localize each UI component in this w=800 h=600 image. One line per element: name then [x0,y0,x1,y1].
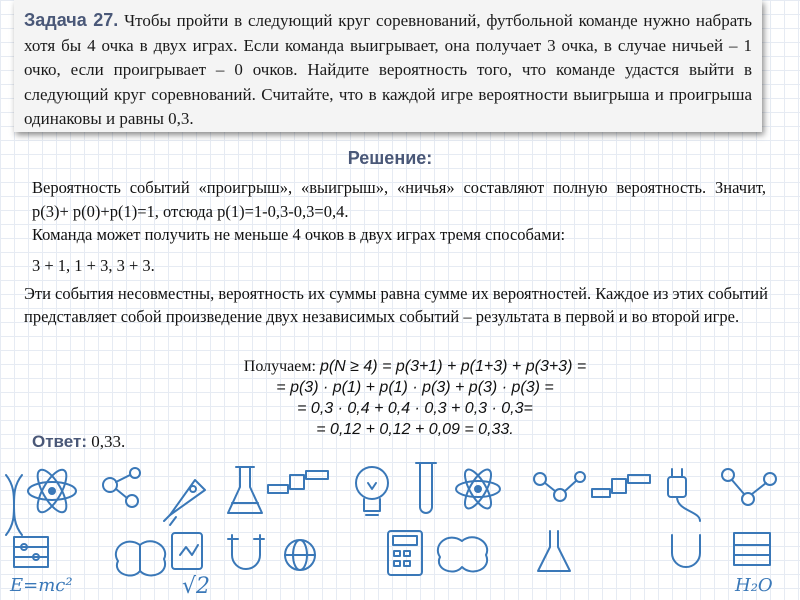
formula-line-1-math: p(N ≥ 4) = p(3+1) + p(1+3) + p(3+3) = [319,358,587,375]
emc2-formula: E=mc² [10,575,73,596]
h2o-formula: H₂O [735,575,773,596]
molecule-icon [103,468,140,507]
solution-paragraph-1: Вероятность событий «проигрыш», «выигрыш», «ничья» составляют полную вероятность. Значит, р(3)+ р(0)+р(1)=1, отсюда р(1)=1-0,3-0,3=0,4. [32,178,766,221]
task-text: Чтобы пройти в следующий круг соревнований, футбольной команде нужно набрать хотя бы 4 очка в двух играх. Если команда выигрывает, она получает 3 очка, в случае ничьей – 1 очко, если проигрывает – 0 очков. Найдите вероятность того, что команде удастся выйти в следующий круг соревнований. Считайте, что в каждой игре вероятности выигрыша и проигрыша одинаковы и равны 0,3. [24,11,752,128]
formula-lead: Получаем: [243,358,316,375]
molecule-icon [722,469,776,505]
lightbulb-icon [356,467,388,515]
satellite-icon [268,471,328,493]
magnet-icon [228,535,264,569]
answer-value: 0,33. [91,432,126,451]
brain-icon [116,541,165,575]
formula-line-4: = 0,12 + 0,12 + 0,09 = 0,33. [316,421,514,438]
task-label: Задача 27. [24,10,119,30]
sqrt2-formula: √2 [182,574,211,599]
test-tube-icon [416,463,436,513]
solution-paragraph-4: Эти события несовместны, вероятность их суммы равна сумме их вероятностей. Каждое из этих событий представляет собой произведение двух независимых событий – результата в первой и во второй игре. [24,284,768,326]
clipboard-icon [172,533,202,569]
formula-line-3: = 0,3 · 0,4 + 0,4 · 0,3 + 0,3 · 0,3= [297,400,533,417]
answer-label: Ответ: [32,432,87,451]
magnet-icon [672,535,700,567]
abacus-icon [734,533,770,565]
formula-line-2: = p(3) · p(1) + p(1) · p(3) + p(3) · p(3) = [276,379,554,396]
molecule-icon [534,472,585,501]
solution-heading: Решение: [347,148,433,168]
solution-paragraph-3: 3 + 1, 1 + 3, 3 + 3. [32,256,155,275]
atom-icon [28,466,76,517]
dna-icon [6,475,22,535]
abacus-icon [14,537,48,567]
plug-icon [668,469,700,521]
atom-icon [456,466,500,512]
task-box [14,0,762,132]
formula-block [180,356,650,440]
science-doodles-border [0,455,800,600]
flask-icon [228,467,262,513]
solution-paragraph-2: Команда может получить не меньше 4 очков в двух играх тремя способами: [32,225,566,244]
satellite-icon [592,475,650,497]
brain-icon [438,537,487,571]
flask-icon [538,531,570,571]
globe-icon [285,540,315,570]
calculator-icon [388,531,422,575]
rocket-icon [164,480,205,525]
formula-line-1 [180,356,650,377]
answer [32,432,125,452]
